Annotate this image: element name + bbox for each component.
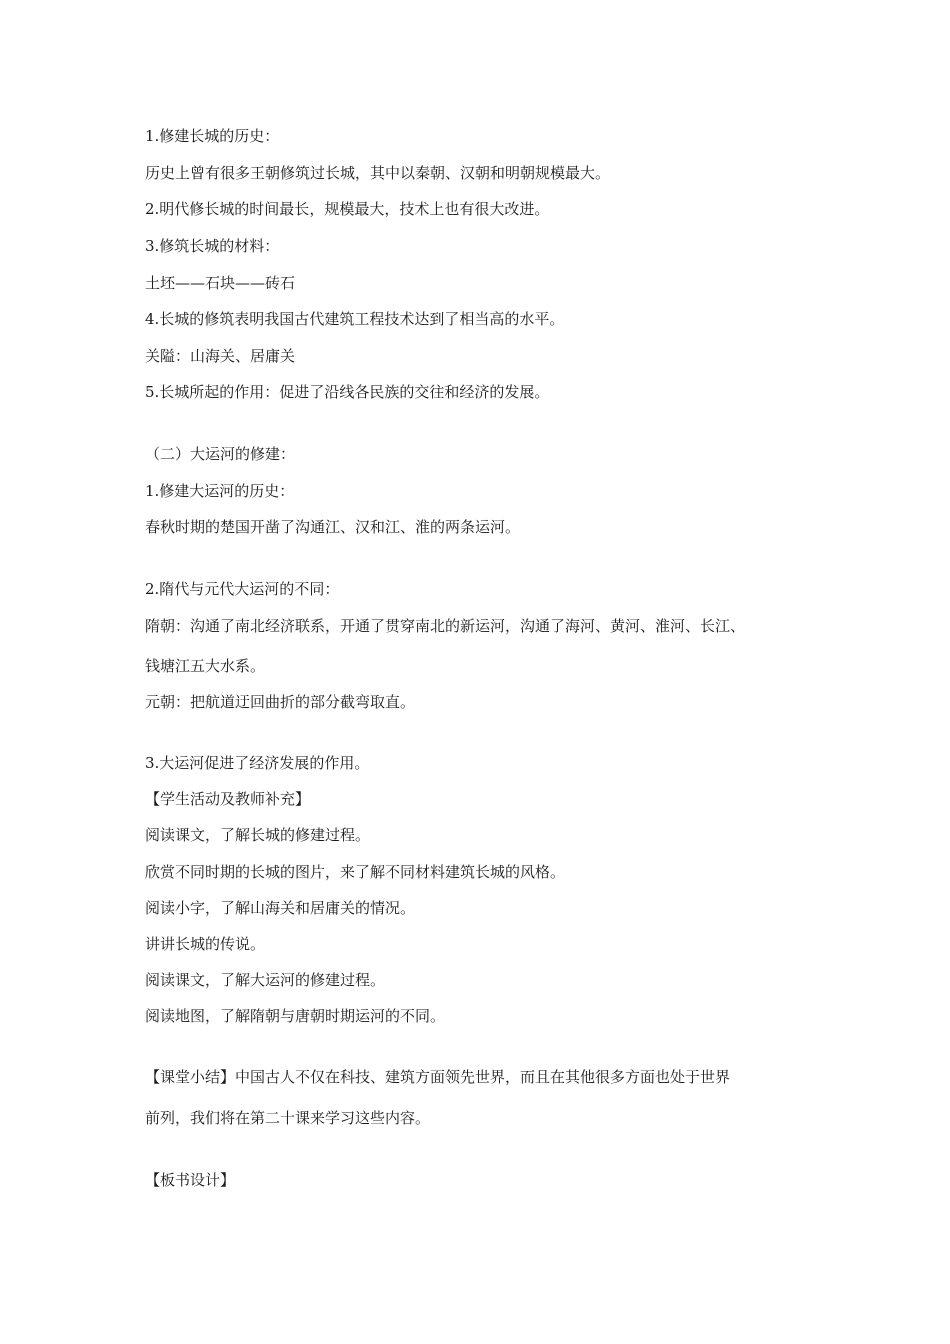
text-line: 4.长城的修筑表明我国古代建筑工程技术达到了相当高的水平。 [145, 310, 565, 328]
text-line: 欣赏不同时期的长城的图片，来了解不同材料建筑长城的风格。 [145, 863, 566, 881]
text-line: 3.大运河促进了经济发展的作用。 [145, 754, 370, 772]
text-line: 1.修建长城的历史： [145, 127, 280, 145]
text-line: 阅读课文，了解大运河的修建过程。 [145, 971, 386, 989]
section-heading: 【学生活动及教师补充】 [145, 790, 311, 808]
text-line: 2.明代修长城的时间最长，规模最大，技术上也有很大改进。 [145, 200, 550, 218]
text-line: 春秋时期的楚国开凿了沟通江、汉和江、淮的两条运河。 [145, 518, 521, 536]
text-line: 阅读地图，了解隋朝与唐朝时期运河的不同。 [145, 1007, 446, 1025]
text-line: 隋朝：沟通了南北经济联系，开通了贯穿南北的新运河，沟通了海河、黄河、淮河、长江、 [145, 617, 746, 635]
text-line: 1.修建大运河的历史： [145, 482, 295, 500]
text-line: 历史上曾有很多王朝修筑过长城，其中以秦朝、汉朝和明朝规模最大。 [145, 164, 611, 182]
text-line: 钱塘江五大水系。 [145, 657, 266, 675]
text-line: 5.长城所起的作用：促进了沿线各民族的交往和经济的发展。 [145, 383, 550, 401]
summary-line: 【课堂小结】中国古人不仅在科技、建筑方面领先世界，而且在其他很多方面也处于世界 [145, 1068, 731, 1086]
text-line: 2.隋代与元代大运河的不同： [145, 580, 340, 598]
text-line: 元朝：把航道迂回曲折的部分截弯取直。 [145, 693, 416, 711]
text-line: 阅读小字，了解山海关和居庸关的情况。 [145, 899, 416, 917]
text-line: 阅读课文，了解长城的修建过程。 [145, 826, 371, 844]
summary-line: 前列，我们将在第二十课来学习这些内容。 [145, 1109, 431, 1127]
text-line: 3.修筑长城的材料： [145, 237, 280, 255]
section-heading: 【板书设计】 [145, 1171, 236, 1189]
text-line: 土坯——石块——砖石 [145, 274, 296, 292]
text-line: 讲讲长城的传说。 [145, 935, 266, 953]
text-line: 关隘：山海关、居庸关 [145, 347, 296, 365]
section-heading: （二）大运河的修建： [145, 445, 296, 463]
